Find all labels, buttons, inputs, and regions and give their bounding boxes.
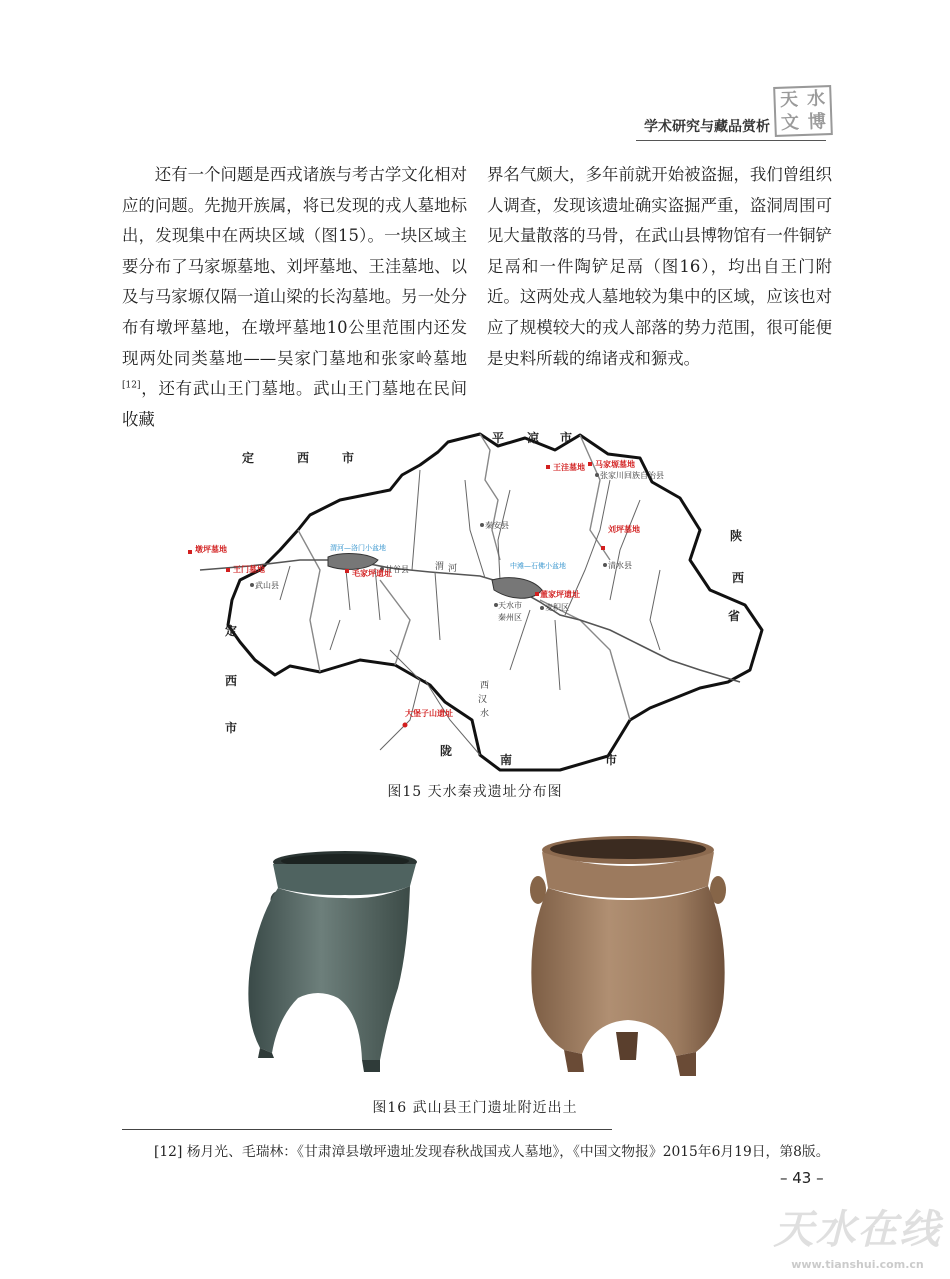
body-column-left [122, 160, 467, 435]
zone-label: 渭河—洛门小盆地 [330, 544, 386, 552]
town-label: 秦州区 [498, 613, 522, 622]
town-label: 甘谷县 [385, 565, 409, 574]
river-label: 水 [480, 709, 490, 719]
river-label: 河 [448, 564, 458, 574]
journal-seal-logo [773, 85, 833, 137]
map-label: 西 [225, 674, 238, 688]
seal-char: 天 [779, 88, 799, 111]
site-label: 王洼墓地 [553, 463, 585, 472]
footnote: [12] 杨月光、毛瑞林：《甘肃漳县墩坪遗址发现春秋战国戎人墓地》，《中国文物报》2015年6月19日，第8版。 [154, 1144, 830, 1160]
footnote-ref[interactable]: [12] [122, 380, 141, 391]
map-label: 市 [342, 451, 355, 465]
bronze-tripod-vessel-photo [238, 848, 420, 1074]
site-distribution-map [180, 420, 780, 780]
site-label: 墩坪墓地 [195, 545, 227, 554]
site-label: 毛家坪遗址 [352, 569, 392, 578]
page-number: – 43 – [780, 1169, 824, 1187]
site-label: 马家塬墓地 [595, 460, 635, 469]
zone-label: 中滩—石佛小盆地 [510, 562, 566, 570]
map-label: 西 [297, 451, 310, 465]
map-label: 陕 [730, 529, 743, 543]
running-header-title: 学术研究与藏品赏析 [644, 119, 770, 135]
map-label: 凉 [527, 431, 540, 445]
body-paragraph: 还有一个问题是西戎诸族与考古学文化相对应的问题。先抛开族属，将已发现的戎人墓地标出，发现集中在两块区域（图15）。一块区域主要分布了马家塬墓地、刘坪墓地、王洼墓地、以及与马家塬仅隔一道山梁的长沟墓地。另一处分布有墩坪墓地，在墩坪墓地10公里范围内还发现两处同类墓地——吴家门墓地和张家岭墓地[12]，还有武山王门墓地。武山王门墓地在民间收藏 [122, 165, 467, 429]
city-boundary [228, 434, 762, 770]
body-paragraph: 界名气颇大，多年前就开始被盗掘，我们曾组织人调查，发现该遗址确实盗掘严重，盗洞周围可见大量散落的马骨，在武山县博物馆有一件铜铲足鬲和一件陶铲足鬲（图16），均出自王门附近。这两处戎人墓地较为集中的区域，应该也对应了规模较大的戎人部落的势力范围，很可能便是史料所载的绵诸戎和獂戎。 [487, 165, 832, 368]
pottery-tripod-vessel-photo [524, 832, 730, 1082]
map-label: 平 [492, 431, 505, 445]
river-label: 渭 [435, 562, 445, 572]
site-label: 大堡子山遗址 [405, 709, 453, 718]
watermark-url: www.tianshui.com.cn [791, 1258, 924, 1271]
town-label: 武山县 [255, 581, 279, 590]
site-label: 董家坪遗址 [540, 590, 580, 599]
seal-char: 水 [806, 87, 826, 110]
site-label: 王门墓地 [233, 565, 265, 574]
tianshui-basin [492, 578, 542, 599]
header-rule [636, 140, 826, 141]
map-label: 陇 [440, 744, 453, 758]
town-label: 麦积区 [545, 603, 569, 612]
body-column-right [487, 160, 832, 374]
site-label: 刘坪墓地 [608, 525, 640, 534]
map-label: 西 [732, 571, 745, 585]
wei-river [200, 560, 740, 682]
map-label: 省 [728, 609, 741, 623]
map-label: 市 [560, 431, 573, 445]
site-watermark [770, 1198, 945, 1278]
map-label: 南 [500, 753, 513, 767]
seal-char: 博 [807, 110, 827, 133]
map-label: 市 [225, 721, 238, 735]
town-label: 秦安县 [485, 521, 509, 530]
map-label: 市 [605, 753, 618, 767]
river-label: 汉 [478, 695, 488, 705]
town-label: 清水县 [608, 561, 632, 570]
town-label: 张家川回族自治县 [600, 471, 664, 480]
footnote-rule [122, 1129, 612, 1130]
figure-15-caption: 图15 天水秦戎遗址分布图 [387, 784, 563, 800]
map-label: 定 [225, 624, 238, 638]
map-label: 定 [242, 451, 255, 465]
town-label: 天水市 [498, 601, 522, 610]
figure-16-caption: 图16 武山县王门遗址附近出土 [372, 1100, 578, 1116]
river-label: 西 [480, 681, 490, 691]
seal-char: 文 [780, 111, 800, 134]
wushan-basin [328, 554, 378, 570]
watermark-logo: 天水在线 [773, 1206, 942, 1253]
